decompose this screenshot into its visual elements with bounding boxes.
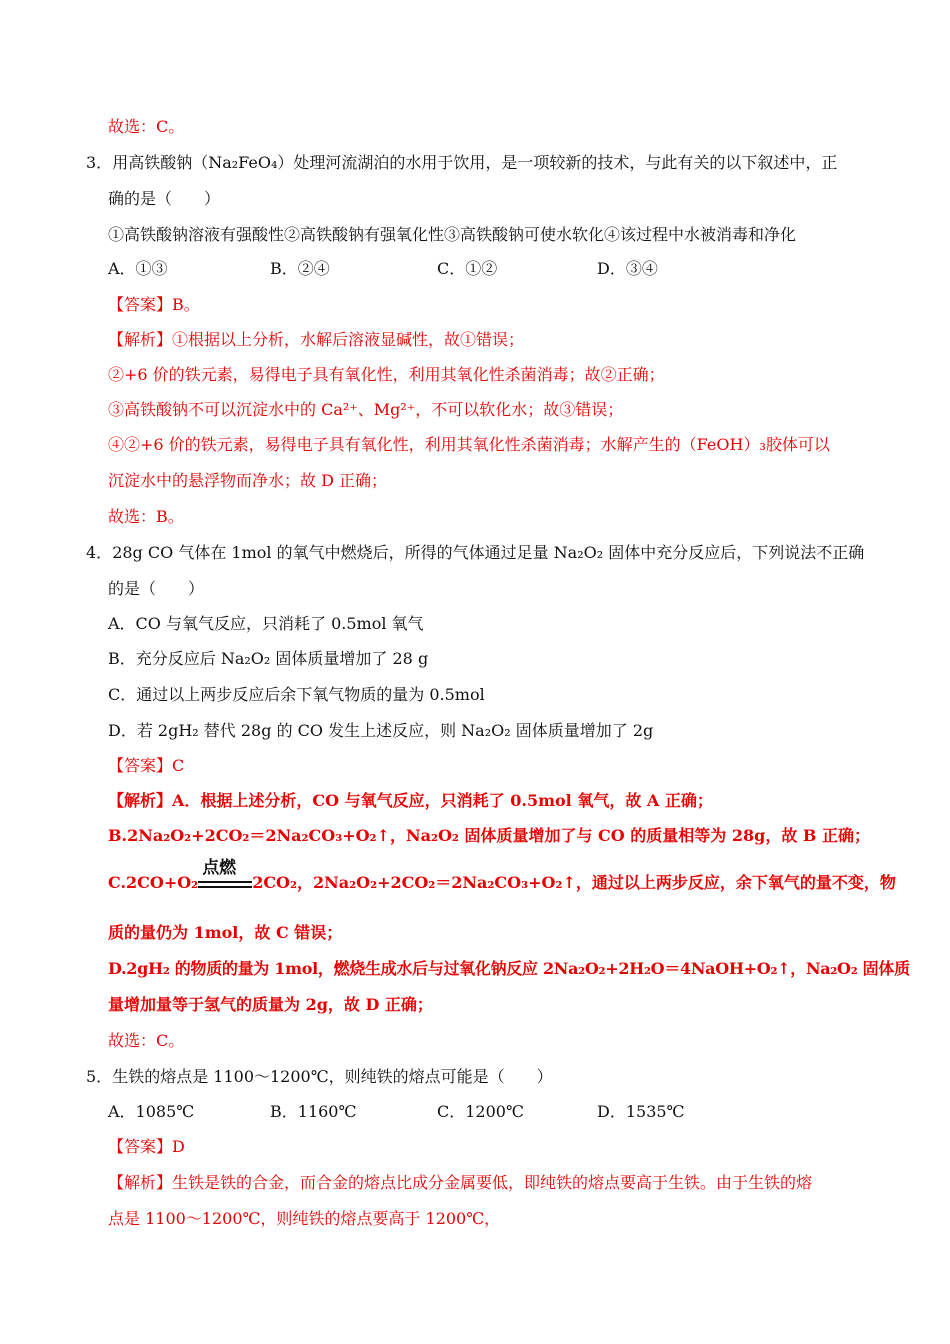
q4-analysis-3-pre: C.2CO+O₂ [108,873,199,892]
q3-analysis-5: 沉淀水中的悬浮物而净水；故 D 正确； [108,471,388,490]
q3-stem-line1 [86,152,837,174]
q4-option-d: D．若 2gH₂ 替代 28g 的 CO 发生上述反应，则 Na₂O₂ 固体质量增加了 2g [108,721,654,740]
q3-option-b: B．②④ [270,259,330,278]
q5-option-d: D．1535℃ [597,1102,685,1121]
q4-stem-line1 [86,542,864,564]
ignition-condition [198,857,252,893]
q5-stem-line [86,1066,553,1088]
q3-answer-line [108,294,200,316]
ignition-label: 点燃 [202,857,237,878]
q3-answer: B。 [172,295,200,314]
q3-option-a: A．①③ [108,259,168,278]
q4-analysis-tag: 【解析】 [108,791,173,810]
q3-analysis-1: ①根据以上分析，水解后溶液显碱性，故①错误； [172,330,525,349]
q4-analysis-3 [108,857,896,894]
q4-analysis-2: B.2Na₂O₂+2CO₂＝2Na₂CO₃+O₂↑，Na₂O₂ 固体质量增加了与 CO 的质量相等为 28g，故 B 正确； [108,826,870,845]
prev-conclusion: 故选：C。 [108,117,185,136]
q4-conclusion: 故选：C。 [108,1031,185,1050]
q4-analysis-line1 [108,790,713,812]
q5-number: 5． [86,1067,113,1086]
q4-analysis-4: 质的量仍为 1mol，故 C 错误； [108,923,343,942]
q4-answer: C [172,756,185,775]
q4-number: 4． [86,543,113,562]
q4-analysis-3-post: 2CO₂，2Na₂O₂+2CO₂＝2Na₂CO₃+O₂↑，通过以上两步反应，余下氧气的量不变，物 [252,873,896,892]
q3-stem1: 用高铁酸钠（Na₂FeO₄）处理河流湖泊的水用于饮用，是一项较新的技术，与此有关的以下叙述中，正 [112,153,838,172]
q5-analysis-1: 生铁是铁的合金，而合金的熔点比成分金属要低，即纯铁的熔点要高于生铁。由于生铁的熔 [172,1173,813,1192]
q5-analysis-line1 [108,1172,812,1194]
q3-stem2: 确的是（ ） [108,189,221,208]
q4-option-a: A．CO 与氧气反应，只消耗了 0.5mol 氧气 [108,614,424,633]
q4-answer-line [108,755,184,777]
q5-option-c: C．1200℃ [437,1102,524,1121]
double-line-arrow [198,881,252,888]
q5-answer-tag: 【答案】 [108,1137,173,1156]
q4-analysis-5: D.2gH₂ 的物质的量为 1mol，燃烧生成水后与过氧化钠反应 2Na₂O₂+2H₂O＝4NaOH+O₂↑，Na₂O₂ 固体质 [108,959,910,978]
q3-analysis-tag: 【解析】 [108,330,173,349]
q4-stem1: 28g CO 气体在 1mol 的氧气中燃烧后，所得的气体通过足量 Na₂O₂ 固体中充分反应后，下列说法不正确 [112,543,865,562]
q3-conclusion: 故选：B。 [108,507,184,526]
q4-analysis-1: A．根据上述分析，CO 与氧气反应，只消耗了 0.5mol 氧气，故 A 正确； [172,791,713,810]
q5-answer: D [172,1137,185,1156]
q5-option-a: A．1085℃ [108,1102,195,1121]
q4-analysis-6: 量增加量等于氢气的质量为 2g，故 D 正确； [108,995,433,1014]
q3-analysis-2: ②+6 价的铁元素，易得电子具有氧化性，利用其氧化性杀菌消毒；故②正确； [108,365,665,384]
q5-option-b: B．1160℃ [270,1102,357,1121]
q4-stem2: 的是（ ） [108,579,205,598]
q4-answer-tag: 【答案】 [108,756,173,775]
q4-option-b: B．充分反应后 Na₂O₂ 固体质量增加了 28 g [108,649,429,668]
q5-stem: 生铁的熔点是 1100～1200℃，则纯铁的熔点可能是（ ） [112,1067,553,1086]
q5-analysis-2: 点是 1100～1200℃，则纯铁的熔点要高于 1200℃， [108,1209,501,1228]
q3-analysis-3: ③高铁酸钠不可以沉淀水中的 Ca²⁺、Mg²⁺，不可以软化水；故③错误； [108,400,624,419]
q5-analysis-tag: 【解析】 [108,1173,173,1192]
q3-answer-tag: 【答案】 [108,295,173,314]
q3-statements: ①高铁酸钠溶液有强酸性②高铁酸钠有强氧化性③高铁酸钠可使水软化④该过程中水被消毒和净化 [108,225,797,244]
q3-number: 3． [86,153,113,172]
q3-analysis-4: ④②+6 价的铁元素，易得电子具有氧化性，利用其氧化性杀菌消毒；水解产生的（FeOH）₃胶体可以 [108,435,830,454]
q3-option-d: D．③④ [597,259,658,278]
q4-option-c: C．通过以上两步反应后余下氧气物质的量为 0.5mol [108,685,485,704]
q5-answer-line [108,1136,185,1158]
q3-option-c: C．①② [437,259,498,278]
q3-analysis-line1 [108,329,524,351]
